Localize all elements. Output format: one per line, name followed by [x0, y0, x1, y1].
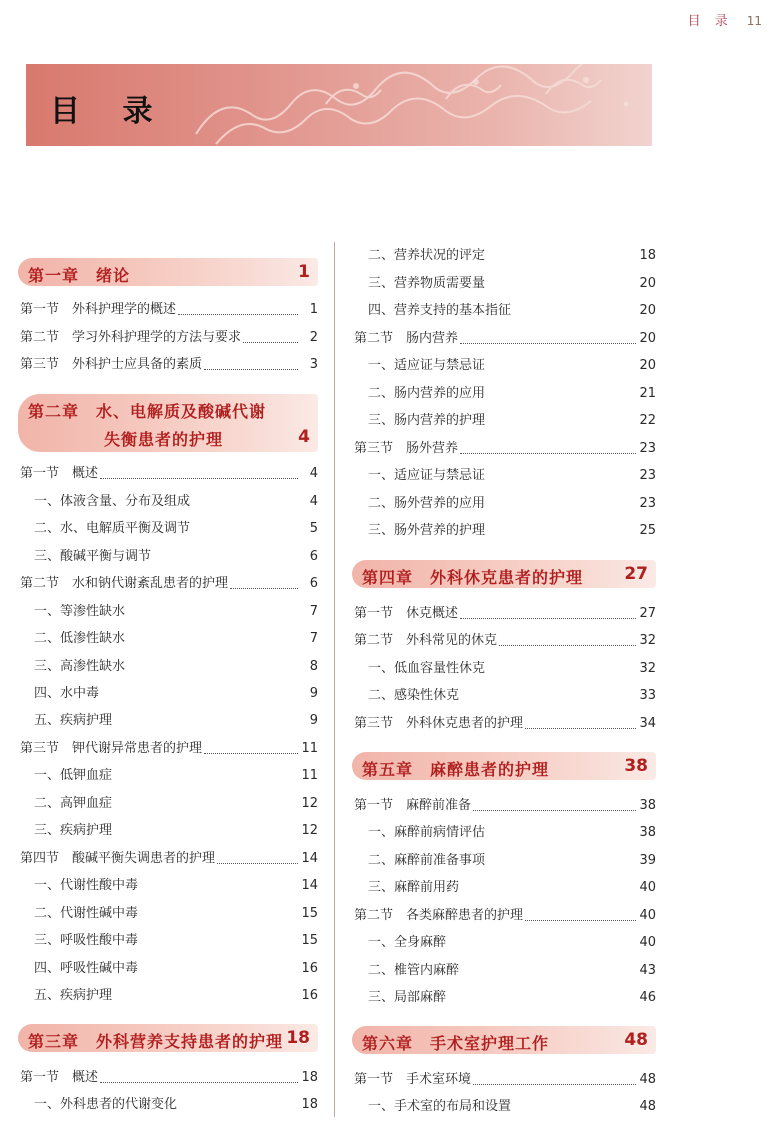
entry-page: 40: [639, 935, 656, 950]
entry-page: 1: [309, 302, 318, 317]
toc-entry[interactable]: [352, 413, 656, 429]
entry-label: 四、呼吸性碱中毒: [34, 961, 139, 976]
entry-page: 23: [639, 441, 656, 456]
chapter-page: 38: [624, 756, 648, 776]
entry-page: 43: [639, 963, 656, 978]
entry-page: 3: [309, 357, 318, 372]
entry-page: 18: [639, 248, 656, 263]
toc-entry[interactable]: [18, 576, 318, 592]
entry-label: 第一节 概述: [20, 466, 99, 481]
toc-entry[interactable]: [18, 494, 318, 510]
chapter-page: 4: [298, 427, 310, 447]
toc-entry[interactable]: [18, 878, 318, 894]
toc-entry[interactable]: [18, 466, 318, 482]
entry-label: 二、低渗性缺水: [34, 631, 126, 646]
entry-page: 23: [639, 468, 656, 483]
chapter-title: 第三章 外科营养支持患者的护理: [28, 1032, 284, 1051]
leader-dots: [204, 369, 298, 370]
entry-page: 25: [639, 523, 656, 538]
entry-page: 4: [309, 466, 318, 481]
entry-label: 三、疾病护理: [34, 823, 113, 838]
entry-page: 16: [301, 961, 318, 976]
toc-entry[interactable]: [18, 686, 318, 702]
toc-entry[interactable]: [18, 549, 318, 565]
entry-label: 一、等渗性缺水: [34, 604, 126, 619]
toc-entry[interactable]: [352, 716, 656, 732]
toc-entry[interactable]: [352, 963, 656, 979]
chapter-4-heading[interactable]: [352, 560, 656, 588]
entry-page: 34: [639, 716, 656, 731]
entry-page: 38: [639, 825, 656, 840]
toc-entry[interactable]: [18, 604, 318, 620]
running-head: [688, 10, 762, 29]
leader-dots: [217, 863, 298, 864]
entry-page: 12: [301, 796, 318, 811]
entry-page: 16: [301, 988, 318, 1003]
entry-label: 第一节 概述: [20, 1070, 99, 1085]
chapter-page: 27: [624, 564, 648, 584]
chapter-page: 1: [298, 262, 310, 282]
entry-page: 46: [639, 990, 656, 1005]
toc-entry[interactable]: [352, 661, 656, 677]
contents-banner: [26, 64, 652, 146]
toc-entry[interactable]: [18, 961, 318, 977]
entry-page: 32: [639, 633, 656, 648]
leader-dots: [460, 618, 636, 619]
entry-page: 8: [309, 659, 318, 674]
toc-entry[interactable]: [18, 768, 318, 784]
entry-label: 第二节 水和钠代谢紊乱患者的护理: [20, 576, 229, 591]
toc-entry[interactable]: [18, 330, 318, 346]
toc-entry[interactable]: [352, 798, 656, 814]
entry-page: 11: [301, 741, 318, 756]
entry-label: 第四节 酸碱平衡失调患者的护理: [20, 851, 216, 866]
entry-label: 二、营养状况的评定: [368, 248, 486, 263]
toc-entry[interactable]: [352, 688, 656, 704]
entry-label: 第二节 各类麻醉患者的护理: [354, 908, 524, 923]
entry-page: 20: [639, 276, 656, 291]
entry-page: 21: [639, 386, 656, 401]
chapter-title-line2: 失衡患者的护理: [104, 430, 224, 449]
entry-label: 五、疾病护理: [34, 713, 113, 728]
toc-entry[interactable]: [18, 713, 318, 729]
toc-entry[interactable]: [352, 825, 656, 841]
chapter-title: 第一章 绪论: [28, 266, 131, 285]
entry-page: 38: [639, 798, 656, 813]
entry-page: 33: [639, 688, 656, 703]
entry-page: 48: [639, 1099, 656, 1114]
entry-page: 7: [309, 604, 318, 619]
entry-page: 20: [639, 303, 656, 318]
chapter-1-heading[interactable]: [18, 258, 318, 286]
toc-entry[interactable]: [18, 521, 318, 537]
leader-dots: [100, 1082, 298, 1083]
leader-dots: [100, 478, 298, 479]
leader-dots: [230, 588, 298, 589]
toc-entry[interactable]: [18, 741, 318, 757]
entry-label: 二、椎管内麻醉: [368, 963, 460, 978]
entry-page: 14: [301, 878, 318, 893]
toc-entry[interactable]: [352, 331, 656, 347]
entry-label: 一、低钾血症: [34, 768, 113, 783]
entry-page: 15: [301, 933, 318, 948]
entry-page: 18: [301, 1097, 318, 1112]
entry-label: 三、肠内营养的护理: [368, 413, 486, 428]
entry-page: 48: [639, 1072, 656, 1087]
toc-entry[interactable]: [18, 823, 318, 839]
entry-label: 二、感染性休克: [368, 688, 460, 703]
entry-label: 一、低血容量性休克: [368, 661, 486, 676]
leader-dots: [473, 1084, 636, 1085]
toc-entry[interactable]: [352, 496, 656, 512]
entry-label: 二、肠内营养的应用: [368, 386, 486, 401]
entry-label: 三、酸碱平衡与调节: [34, 549, 152, 564]
entry-label: 三、麻醉前用药: [368, 880, 460, 895]
entry-page: 6: [309, 576, 318, 591]
entry-label: 第二节 外科常见的休克: [354, 633, 498, 648]
entry-label: 一、适应证与禁忌证: [368, 468, 486, 483]
toc-entry[interactable]: [352, 1099, 656, 1115]
chapter-title: 第四章 外科休克患者的护理: [362, 568, 584, 587]
entry-page: 32: [639, 661, 656, 676]
entry-page: 15: [301, 906, 318, 921]
entry-label: 第三节 肠外营养: [354, 441, 459, 456]
entry-label: 第二节 学习外科护理学的方法与要求: [20, 330, 242, 345]
entry-label: 一、代谢性酸中毒: [34, 878, 139, 893]
entry-page: 23: [639, 496, 656, 511]
entry-label: 第三节 外科护士应具备的素质: [20, 357, 203, 372]
leader-dots: [178, 314, 298, 315]
entry-page: 11: [301, 768, 318, 783]
entry-page: 7: [309, 631, 318, 646]
leader-dots: [499, 645, 636, 646]
entry-label: 一、适应证与禁忌证: [368, 358, 486, 373]
toc-entry[interactable]: [18, 851, 318, 867]
entry-label: 四、水中毒: [34, 686, 100, 701]
leader-dots: [525, 728, 636, 729]
toc-entry[interactable]: [18, 906, 318, 922]
toc-entry[interactable]: [18, 631, 318, 647]
toc-entry[interactable]: [352, 523, 656, 539]
leader-dots: [460, 343, 636, 344]
entry-label: 第一节 手术室环境: [354, 1072, 472, 1087]
chapter-title: 第六章 手术室护理工作: [362, 1034, 550, 1053]
toc-entry[interactable]: [352, 606, 656, 622]
entry-label: 一、体液含量、分布及组成: [34, 494, 191, 509]
entry-page: 9: [309, 713, 318, 728]
toc-entry[interactable]: [352, 358, 656, 374]
entry-label: 三、高渗性缺水: [34, 659, 126, 674]
toc-entry[interactable]: [352, 303, 656, 319]
entry-label: 二、高钾血症: [34, 796, 113, 811]
toc-entry[interactable]: [352, 248, 656, 264]
entry-page: 40: [639, 880, 656, 895]
leader-dots: [460, 453, 636, 454]
entry-label: 三、营养物质需要量: [368, 276, 486, 291]
entry-label: 一、手术室的布局和设置: [368, 1099, 512, 1114]
toc-entry[interactable]: [352, 276, 656, 292]
chapter-page: 18: [286, 1028, 310, 1048]
toc-entry[interactable]: [352, 468, 656, 484]
entry-label: 二、水、电解质平衡及调节: [34, 521, 191, 536]
entry-label: 一、全身麻醉: [368, 935, 447, 950]
entry-label: 二、麻醉前准备事项: [368, 853, 486, 868]
leader-dots: [243, 342, 298, 343]
toc-entry[interactable]: [18, 1070, 318, 1086]
toc-entry[interactable]: [352, 990, 656, 1006]
chapter-3-heading[interactable]: [18, 1024, 318, 1052]
entry-label: 三、呼吸性酸中毒: [34, 933, 139, 948]
toc-entry[interactable]: [18, 659, 318, 675]
entry-label: 二、肠外营养的应用: [368, 496, 486, 511]
entry-label: 一、麻醉前病情评估: [368, 825, 486, 840]
entry-page: 14: [301, 851, 318, 866]
entry-label: 五、疾病护理: [34, 988, 113, 1003]
entry-label: 第三节 钾代谢异常患者的护理: [20, 741, 203, 756]
entry-page: 5: [309, 521, 318, 536]
chapter-6-heading[interactable]: [352, 1026, 656, 1054]
toc-entry[interactable]: [352, 1072, 656, 1088]
toc-entry[interactable]: [352, 386, 656, 402]
entry-page: 2: [309, 330, 318, 345]
leader-dots: [473, 810, 636, 811]
entry-page: 18: [301, 1070, 318, 1085]
entry-label: 第二节 肠内营养: [354, 331, 459, 346]
toc-entry[interactable]: [352, 908, 656, 924]
entry-label: 第一节 休克概述: [354, 606, 459, 621]
toc-entry[interactable]: [18, 988, 318, 1004]
toc-entry[interactable]: [352, 880, 656, 896]
entry-page: 6: [309, 549, 318, 564]
entry-label: 第一节 外科护理学的概述: [20, 302, 177, 317]
leader-dots: [204, 753, 298, 754]
toc-entry[interactable]: [352, 441, 656, 457]
entry-page: 27: [639, 606, 656, 621]
toc-entry[interactable]: [18, 302, 318, 318]
toc-entry[interactable]: [352, 633, 656, 649]
entry-label: 一、外科患者的代谢变化: [34, 1097, 178, 1112]
entry-page: 20: [639, 358, 656, 373]
toc-entry[interactable]: [18, 357, 318, 373]
toc-entry[interactable]: [352, 935, 656, 951]
entry-label: 第一节 麻醉前准备: [354, 798, 472, 813]
toc-entry[interactable]: [18, 933, 318, 949]
entry-page: 12: [301, 823, 318, 838]
running-head-page-number: 11: [746, 14, 762, 28]
entry-label: 四、营养支持的基本指征: [368, 303, 512, 318]
entry-label: 三、肠外营养的护理: [368, 523, 486, 538]
entry-page: 22: [639, 413, 656, 428]
entry-page: 20: [639, 331, 656, 346]
entry-page: 9: [309, 686, 318, 701]
leader-dots: [525, 920, 636, 921]
running-head-title: 目 录: [687, 14, 733, 29]
entry-page: 4: [309, 494, 318, 509]
entry-page: 40: [639, 908, 656, 923]
entry-label: 二、代谢性碱中毒: [34, 906, 139, 921]
toc-entry[interactable]: [18, 1097, 318, 1113]
chapter-title: 第五章 麻醉患者的护理: [362, 760, 550, 779]
chapter-2-heading[interactable]: [18, 394, 318, 452]
entry-label: 三、局部麻醉: [368, 990, 447, 1005]
column-divider: [334, 242, 335, 1117]
chapter-page: 48: [624, 1030, 648, 1050]
chapter-5-heading[interactable]: [352, 752, 656, 780]
chapter-title-line1: 第二章 水、电解质及酸碱代谢: [28, 402, 267, 421]
entry-page: 39: [639, 853, 656, 868]
toc-entry[interactable]: [352, 853, 656, 869]
contents-title: 目 录: [50, 94, 169, 129]
entry-label: 第三节 外科休克患者的护理: [354, 716, 524, 731]
toc-entry[interactable]: [18, 796, 318, 812]
